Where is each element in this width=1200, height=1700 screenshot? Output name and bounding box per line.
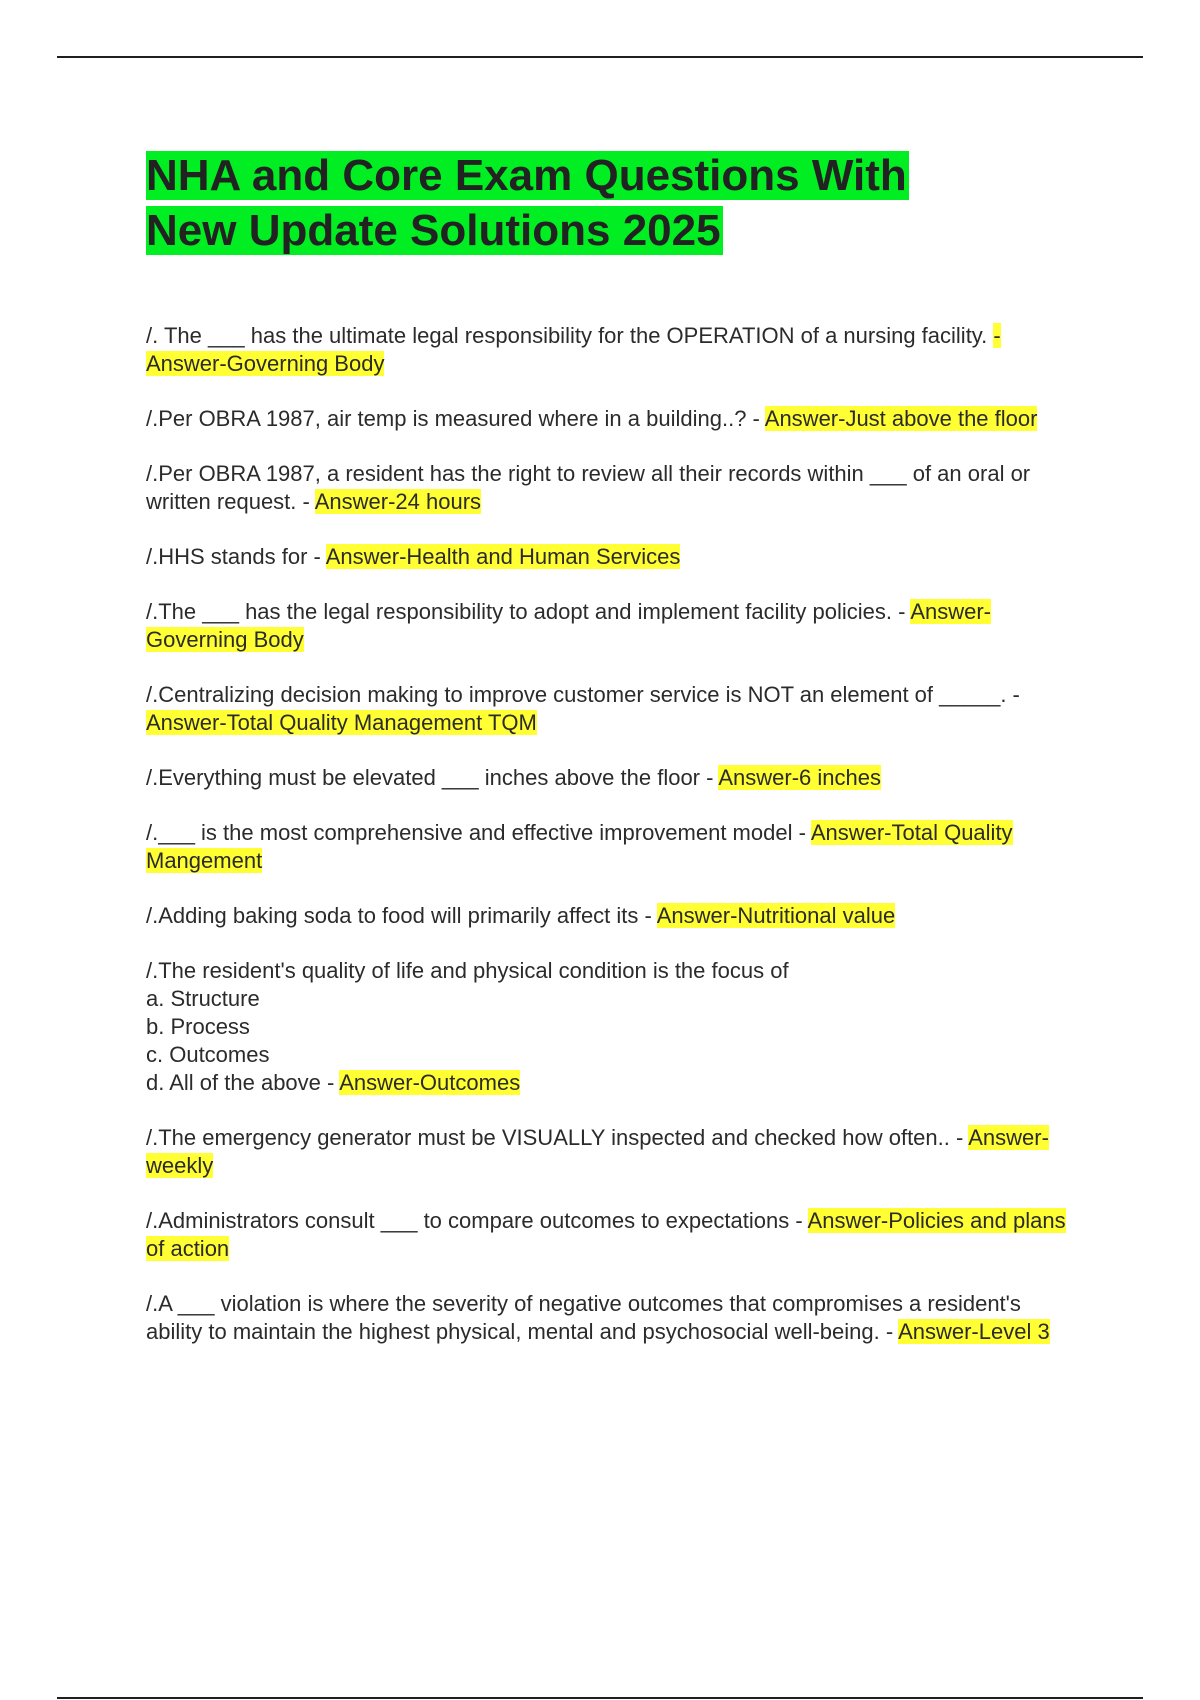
answer-text: - Answer-Governing Body <box>146 323 1001 376</box>
question-text: /.Administrators consult ___ to compare outcomes to expectations - <box>146 1208 808 1233</box>
option-d: d. All of the above - <box>146 1070 340 1095</box>
question-text: /.The emergency generator must be VISUALLY inspected and checked how often.. - <box>146 1125 969 1150</box>
option-a: a. Structure <box>146 986 260 1011</box>
answer-text: Answer-Total Quality Management TQM <box>146 710 537 735</box>
question-item <box>146 322 1076 378</box>
top-rule <box>57 56 1143 58</box>
answer-text: Answer-6 inches <box>718 765 881 790</box>
title-line-1: NHA and Core Exam Questions With <box>146 151 907 200</box>
question-item <box>146 819 1076 875</box>
question-text: /.Per OBRA 1987, air temp is measured where in a building..? - <box>146 406 765 431</box>
answer-text: Answer-Governing Body <box>146 599 991 652</box>
question-item <box>146 902 1076 930</box>
answer-text: Answer-weekly <box>146 1125 1049 1178</box>
answer-text: Answer-24 hours <box>314 489 482 514</box>
document-title <box>146 148 1076 258</box>
question-text: /.Everything must be elevated ___ inches above the floor - <box>146 765 719 790</box>
bottom-rule <box>57 1697 1143 1699</box>
title-line-2: New Update Solutions 2025 <box>146 206 721 255</box>
answer-text: Answer-Just above the floor <box>764 406 1038 431</box>
question-item <box>146 1124 1076 1180</box>
answer-text: Answer-Total Quality Mangement <box>146 820 1013 873</box>
question-item <box>146 681 1076 737</box>
document-body <box>146 148 1076 1373</box>
question-item <box>146 460 1076 516</box>
question-text: /.The ___ has the legal responsibility to adopt and implement facility policies. - <box>146 599 911 624</box>
question-item <box>146 764 1076 792</box>
question-list <box>146 322 1076 1346</box>
answer-text: Answer-Policies and plans of action <box>146 1208 1066 1261</box>
question-text: /.Adding baking soda to food will primarily affect its - <box>146 903 657 928</box>
question-text: /.Centralizing decision making to improve customer service is NOT an element of _____. - <box>146 682 1020 707</box>
answer-text: Answer-Level 3 <box>898 1319 1050 1344</box>
question-text: /.HHS stands for - <box>146 544 326 569</box>
question-text: /.The resident's quality of life and physical condition is the focus of <box>146 958 789 983</box>
answer-text: Answer-Health and Human Services <box>325 544 681 569</box>
question-item <box>146 543 1076 571</box>
question-text: /. The ___ has the ultimate legal responsibility for the OPERATION of a nursing facility. <box>146 323 994 348</box>
question-item <box>146 598 1076 654</box>
option-c: c. Outcomes <box>146 1042 270 1067</box>
question-text: /.Per OBRA 1987, a resident has the right to review all their records within ___ of an oral or written request. - <box>146 461 1031 514</box>
answer-text: Answer-Nutritional value <box>656 903 896 928</box>
question-item <box>146 1207 1076 1263</box>
question-text: /.___ is the most comprehensive and effective improvement model - <box>146 820 811 845</box>
answer-text: Answer-Outcomes <box>339 1070 521 1095</box>
question-text: /.A ___ violation is where the severity of negative outcomes that compromises a resident's ability to maintain the highest physical, mental and psychosocial well-being. - <box>146 1291 1021 1344</box>
question-item-multiple-choice <box>146 957 1076 1097</box>
question-item <box>146 1290 1076 1346</box>
question-item <box>146 405 1076 433</box>
option-b: b. Process <box>146 1014 250 1039</box>
